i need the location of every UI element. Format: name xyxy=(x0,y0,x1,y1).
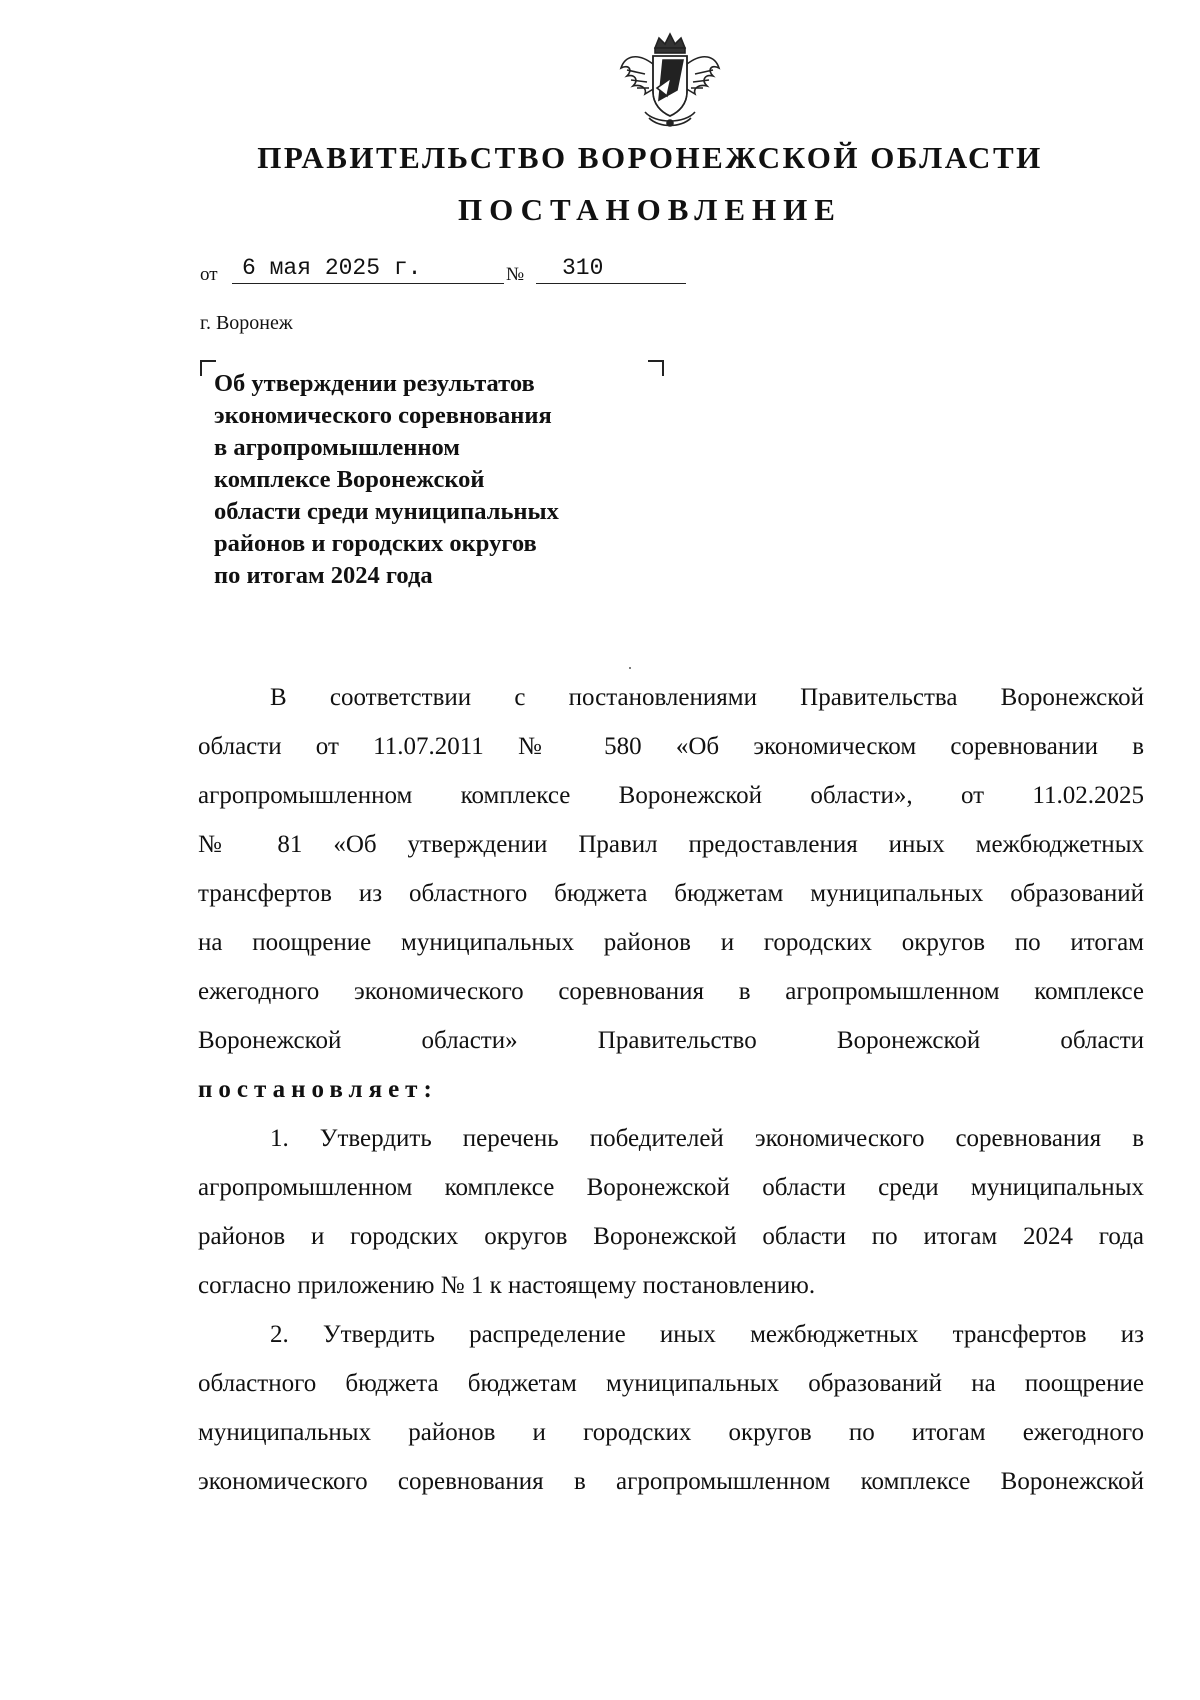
date-prefix: от xyxy=(200,264,218,285)
subject-line: в агропромышленном xyxy=(214,434,460,461)
body-line: 1. Утвердить перечень победителей экономического соревнования в xyxy=(270,1125,1144,1152)
body-line: экономического соревнования в агропромышленном комплексе Воронежской xyxy=(198,1468,1144,1495)
government-title: ПРАВИТЕЛЬСТВО ВОРОНЕЖСКОЙ ОБЛАСТИ xyxy=(257,140,1043,175)
item-2-paragraph xyxy=(198,1310,1144,1506)
city-label: г. Воронеж xyxy=(200,312,293,334)
body-line: В соответствии с постановлениями Правительства Воронежской xyxy=(270,684,1144,711)
decree-word: постановляет: xyxy=(198,1076,438,1103)
document-subject xyxy=(214,368,654,592)
body-line: 2. Утвердить распределение иных межбюджетных трансфертов из xyxy=(270,1321,1144,1348)
subject-line: районов и городских округов xyxy=(214,530,537,557)
body-line: районов и городских округов Воронежской области по итогам 2024 года xyxy=(198,1223,1144,1250)
subject-line: области среди муниципальных xyxy=(214,498,559,525)
body-line: муниципальных районов и городских округов по итогам ежегодного xyxy=(198,1419,1144,1446)
document-number: 310 xyxy=(536,255,686,284)
subject-line: Об утверждении результатов xyxy=(214,370,535,397)
body-line: Воронежской области» Правительство Воронежской области xyxy=(198,1027,1144,1054)
body-line: ежегодного экономического соревнования в агропромышленном комплексе xyxy=(198,978,1144,1005)
subject-line: комплексе Воронежской xyxy=(214,466,485,493)
coat-of-arms-icon xyxy=(615,30,725,130)
document-body xyxy=(198,673,1144,1506)
document-type: ПОСТАНОВЛЕНИЕ xyxy=(458,192,842,227)
item-1-paragraph xyxy=(198,1114,1144,1310)
body-line: согласно приложению № 1 к настоящему постановлению. xyxy=(198,1272,816,1299)
body-line: на поощрение муниципальных районов и городских округов по итогам xyxy=(198,929,1144,956)
subject-line: экономического соревнования xyxy=(214,402,552,429)
body-line: трансфертов из областного бюджета бюджетам муниципальных образований xyxy=(198,880,1144,907)
body-line: агропромышленном комплексе Воронежской области среди муниципальных xyxy=(198,1174,1144,1201)
body-line: № 81 «Об утверждении Правил предоставления иных межбюджетных xyxy=(198,831,1144,858)
scan-speck xyxy=(629,667,631,669)
body-line: агропромышленном комплексе Воронежской области», от 11.02.2025 xyxy=(198,782,1144,809)
subject-line: по итогам 2024 года xyxy=(214,562,433,589)
body-line: области от 11.07.2011 № 580 «Об экономическом соревновании в xyxy=(198,733,1144,760)
preamble-paragraph xyxy=(198,673,1144,1114)
number-prefix: № xyxy=(506,264,525,285)
body-line: областного бюджета бюджетам муниципальных образований на поощрение xyxy=(198,1370,1144,1397)
document-date: 6 мая 2025 г. xyxy=(232,255,504,284)
date-number-line xyxy=(200,256,720,290)
